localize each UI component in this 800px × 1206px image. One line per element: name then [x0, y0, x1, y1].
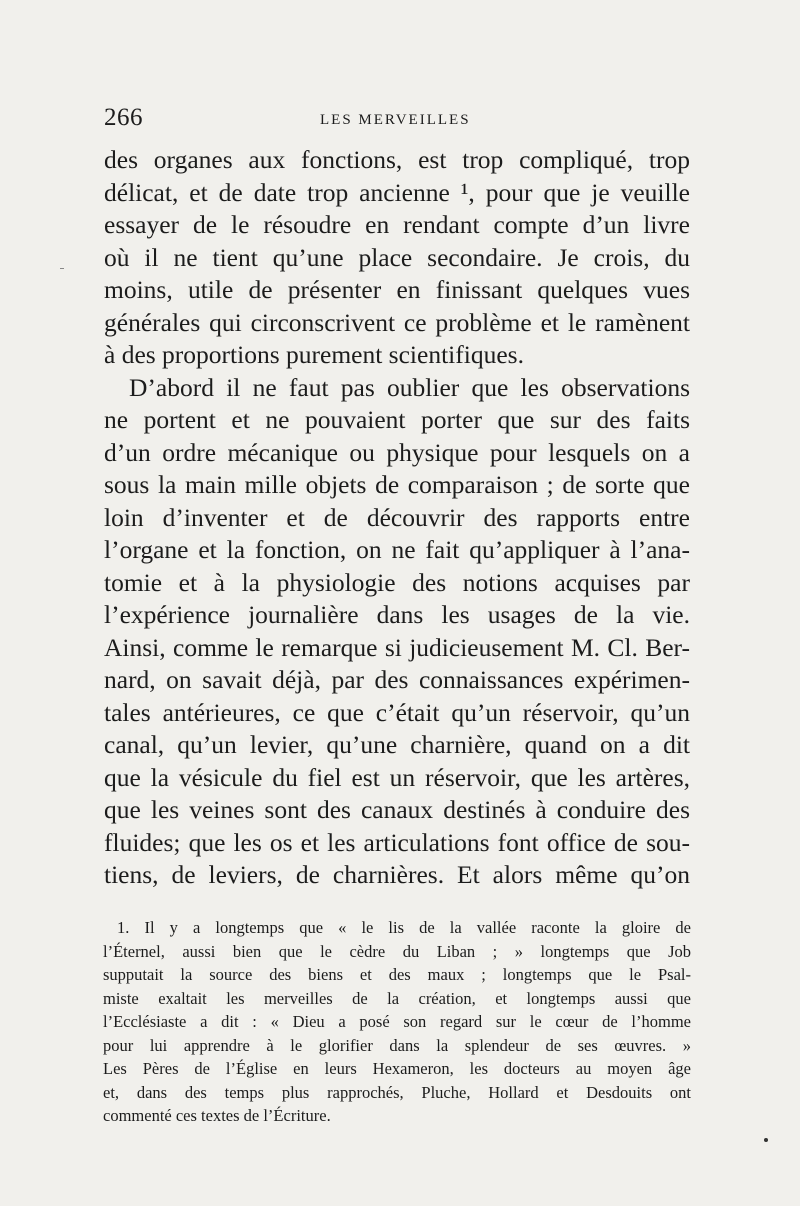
body-line: à des proportions purement scientifiques. — [104, 340, 524, 369]
body-line: Ainsi, comme le remarque si judicieusement M. Cl. Ber- — [104, 632, 690, 662]
body-line-indented: D’abord il ne faut pas oublier que les observations — [129, 372, 690, 402]
body-line: essayer de le résoudre en rendant compte d’un livre — [104, 210, 690, 239]
footnote-line: supputait la source des biens et des maux ; longtemps que le Psal- — [103, 965, 691, 984]
body-line: des organes aux fonctions, est trop compliqué, trop — [104, 145, 690, 174]
body-line: que la vésicule du fiel est un réservoir, que les artères, — [104, 762, 690, 792]
body-line: d’un ordre mécanique ou physique pour lesquels on a — [104, 437, 690, 467]
footnote-line: pour lui apprendre à le glorifier dans la splendeur de ses œuvres. » — [103, 1035, 691, 1055]
body-line: moins, utile de présenter en finissant quelques vues — [104, 275, 690, 304]
body-line: nard, on savait déjà, par des connaissances expérimen- — [104, 665, 690, 694]
body-line: ne portent et ne pouvaient porter que sur des faits — [104, 405, 690, 434]
body-line: délicat, et de date trop ancienne ¹, pour que je veuille — [104, 177, 690, 207]
body-line: tales antérieures, ce que c’était qu’un réservoir, qu’un — [104, 697, 690, 727]
body-line: générales qui circonscrivent ce problème et le ramènent — [104, 307, 690, 337]
footnote-line: Les Pères de l’Église en leurs Hexameron, les docteurs au moyen âge — [103, 1059, 691, 1078]
body-line: fluides; que les os et les articulations font office de sou- — [104, 827, 690, 857]
body-line: tomie et à la physiologie des notions acquises par — [104, 567, 690, 597]
footnote-line: 1. Il y a longtemps que « le lis de la vallée raconte la gloire de — [117, 918, 691, 937]
body-line: l’expérience journalière dans les usages de la vie. — [104, 600, 690, 629]
body-line: sous la main mille objets de comparaison ; de sorte que — [104, 470, 690, 499]
body-line: l’organe et la fonction, on ne fait qu’appliquer à l’ana- — [104, 535, 690, 564]
footnote-line: l’Ecclésiaste a dit : « Dieu a posé son regard sur le cœur de l’homme — [103, 1012, 691, 1031]
margin-mark — [60, 268, 64, 269]
body-line: où il ne tient qu’une place secondaire. Je crois, du — [104, 242, 690, 272]
ink-dot — [764, 1138, 768, 1142]
footnote-line: commenté ces textes de l’Écriture. — [103, 1106, 331, 1125]
page-header — [104, 104, 690, 138]
body-line: canal, qu’un levier, qu’une charnière, quand on a dit — [104, 730, 690, 759]
page-number: 266 — [104, 104, 143, 131]
footnote-line: et, dans des temps plus rapprochés, Pluche, Hollard et Desdouits ont — [103, 1082, 691, 1102]
body-text — [104, 144, 690, 892]
running-title: LES MERVEILLES — [320, 112, 471, 128]
body-line: tiens, de leviers, de charnières. Et alors même qu’on — [104, 860, 690, 889]
footnote-line: miste exaltait les merveilles de la création, et longtemps aussi que — [103, 988, 691, 1008]
footnotes — [103, 916, 691, 1128]
footnote-line: l’Éternel, aussi bien que le cèdre du Liban ; » longtemps que Job — [103, 941, 691, 961]
body-line: que les veines sont des canaux destinés à conduire des — [104, 795, 690, 824]
body-line: loin d’inventer et de découvrir des rapports entre — [104, 502, 690, 532]
